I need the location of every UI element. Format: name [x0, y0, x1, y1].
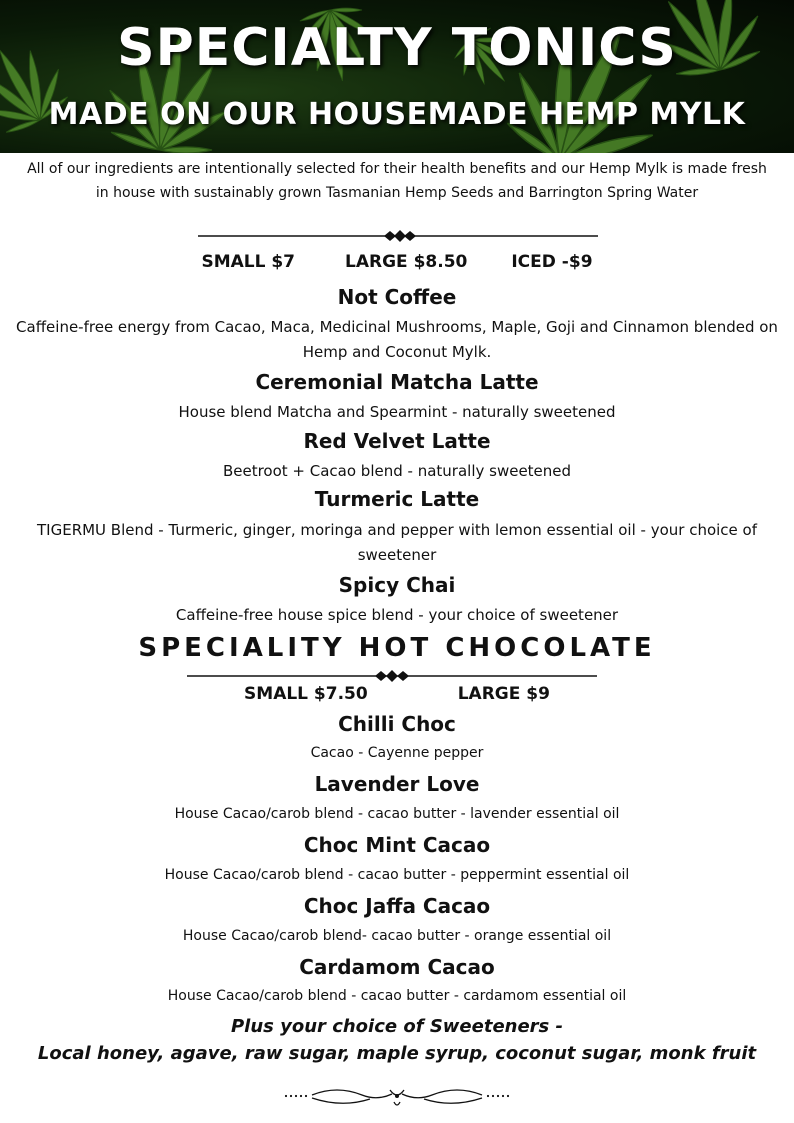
price-iced: ICED -$9 — [511, 252, 593, 272]
sweeteners-heading: Plus your choice of Sweeteners - — [230, 1016, 563, 1037]
item-description: House Cacao/carob blend - cacao butter - cardamom essential oil — [167, 988, 627, 1004]
item-name: Lavender Love — [314, 772, 480, 796]
item-description: Beetroot + Cacao blend - naturally sweetened — [222, 462, 572, 480]
item-description: House Cacao/carob blend - cacao butter - peppermint essential oil — [164, 867, 630, 883]
intro-text: All of our ingredients are intentionally selected for their health benefits and our Hemp Mylk is made fresh in house with sustainably grown Tasmanian Hemp Seeds and Barrington Spring Water — [27, 161, 767, 201]
price-small: SMALL $7.50 — [244, 684, 368, 704]
item-name: Not Coffee — [337, 285, 457, 309]
item-description: House blend Matcha and Spearmint - naturally sweetened — [178, 403, 616, 421]
item-description: Caffeine-free house spice blend - your choice of sweetener — [175, 606, 619, 624]
item-name: Turmeric Latte — [314, 487, 480, 511]
header-banner — [0, 0, 794, 153]
item-name: Ceremonial Matcha Latte — [255, 370, 539, 394]
ornament-divider — [198, 229, 598, 243]
item-name: Choc Mint Cacao — [303, 833, 491, 857]
flourish-ornament — [282, 1082, 512, 1112]
ornament-divider — [187, 669, 597, 683]
item-description: Caffeine-free energy from Cacao, Maca, Medicinal Mushrooms, Maple, Goji and Cinnamon blended on Hemp and Coconut Mylk. — [16, 318, 778, 361]
item-name: Red Velvet Latte — [303, 429, 491, 453]
banner-subtitle: MADE ON OUR HOUSEMADE HEMP MYLK — [48, 97, 746, 132]
item-description: House Cacao/carob blend- cacao butter - orange essential oil — [182, 928, 612, 944]
item-name: Chilli Choc — [338, 712, 456, 736]
section-title: SPECIALITY HOT CHOCOLATE — [138, 633, 656, 663]
item-description: TIGERMU Blend - Turmeric, ginger, moringa and pepper with lemon essential oil - your choice of sweetener — [37, 521, 757, 564]
item-name: Choc Jaffa Cacao — [303, 894, 491, 918]
banner-title: SPECIALTY TONICS — [117, 18, 677, 78]
tonic-prices — [0, 251, 794, 273]
item-description: House Cacao/carob blend - cacao butter - lavender essential oil — [174, 806, 620, 822]
item-name: Spicy Chai — [338, 573, 456, 597]
price-large: LARGE $8.50 — [345, 252, 468, 272]
hot-chocolate-prices — [0, 683, 794, 705]
price-small: SMALL $7 — [201, 252, 296, 272]
sweeteners-list: Local honey, agave, raw sugar, maple syrup, coconut sugar, monk fruit — [37, 1043, 757, 1064]
item-description: Cacao - Cayenne pepper — [310, 745, 484, 761]
price-large: LARGE $9 — [457, 684, 550, 704]
item-name: Cardamom Cacao — [299, 955, 495, 979]
